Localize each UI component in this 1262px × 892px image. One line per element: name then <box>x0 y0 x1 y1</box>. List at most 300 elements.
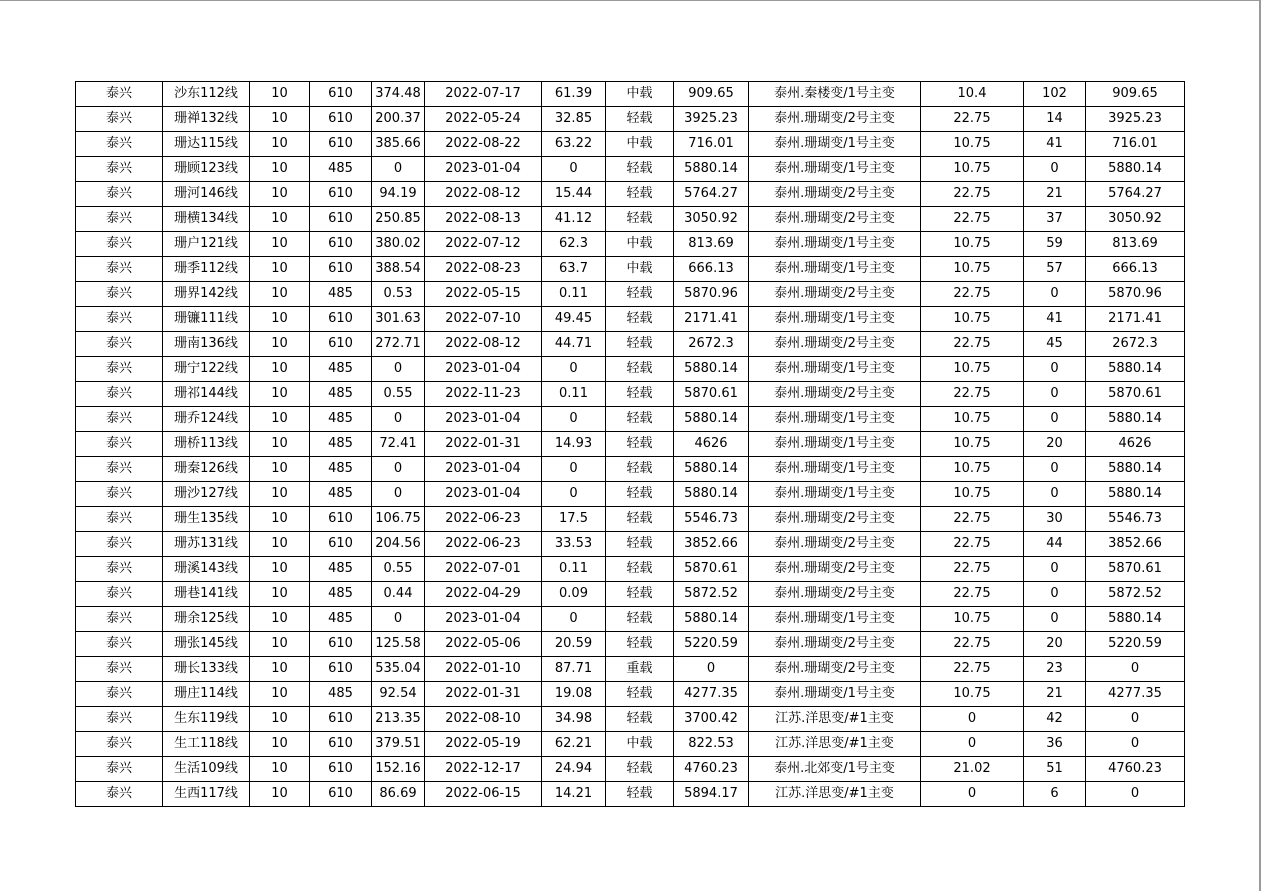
transformer-capacity-cell: 10.75 <box>921 482 1024 507</box>
available-capacity-cell: 5880.14 <box>674 607 749 632</box>
max-current-cell: 0 <box>372 607 425 632</box>
load-rate-cell: 24.94 <box>542 757 606 782</box>
transferable-capacity-cell: 5872.52 <box>1086 582 1185 607</box>
county-cell: 泰兴 <box>76 257 163 282</box>
available-capacity-cell: 2171.41 <box>674 307 749 332</box>
user-count-cell: 41 <box>1024 132 1086 157</box>
transferable-capacity-cell: 666.13 <box>1086 257 1185 282</box>
feeder-load-table <box>75 81 1185 807</box>
voltage-cell: 10 <box>250 707 310 732</box>
transformer-cell: 泰州.珊瑚变/1号主变 <box>749 682 921 707</box>
voltage-cell: 10 <box>250 132 310 157</box>
transformer-capacity-cell: 10.75 <box>921 407 1024 432</box>
rated-current-cell: 610 <box>310 207 372 232</box>
transformer-capacity-cell: 22.75 <box>921 557 1024 582</box>
date-cell: 2022-08-23 <box>425 257 542 282</box>
voltage-cell: 10 <box>250 457 310 482</box>
voltage-cell: 10 <box>250 657 310 682</box>
available-capacity-cell: 5764.27 <box>674 182 749 207</box>
voltage-cell: 10 <box>250 782 310 807</box>
county-cell: 泰兴 <box>76 632 163 657</box>
line-name-cell: 珊户121线 <box>163 232 250 257</box>
user-count-cell: 20 <box>1024 432 1086 457</box>
available-capacity-cell: 5894.17 <box>674 782 749 807</box>
voltage-cell: 10 <box>250 257 310 282</box>
transferable-capacity-cell: 4277.35 <box>1086 682 1185 707</box>
user-count-cell: 0 <box>1024 482 1086 507</box>
county-cell: 泰兴 <box>76 382 163 407</box>
load-rate-cell: 0.11 <box>542 282 606 307</box>
transferable-capacity-cell: 0 <box>1086 732 1185 757</box>
max-current-cell: 0 <box>372 357 425 382</box>
max-current-cell: 0.53 <box>372 282 425 307</box>
transferable-capacity-cell: 5870.61 <box>1086 557 1185 582</box>
county-cell: 泰兴 <box>76 682 163 707</box>
rated-current-cell: 485 <box>310 382 372 407</box>
max-current-cell: 0.44 <box>372 582 425 607</box>
transferable-capacity-cell: 5880.14 <box>1086 457 1185 482</box>
available-capacity-cell: 5870.61 <box>674 557 749 582</box>
max-current-cell: 374.48 <box>372 82 425 107</box>
transformer-capacity-cell: 10.4 <box>921 82 1024 107</box>
county-cell: 泰兴 <box>76 457 163 482</box>
load-rate-cell: 0 <box>542 407 606 432</box>
transformer-cell: 泰州.珊瑚变/1号主变 <box>749 132 921 157</box>
date-cell: 2022-07-12 <box>425 232 542 257</box>
county-cell: 泰兴 <box>76 482 163 507</box>
county-cell: 泰兴 <box>76 82 163 107</box>
rated-current-cell: 485 <box>310 482 372 507</box>
transformer-cell: 泰州.珊瑚变/2号主变 <box>749 107 921 132</box>
load-status-cell: 轻载 <box>606 432 674 457</box>
voltage-cell: 10 <box>250 307 310 332</box>
line-name-cell: 珊长133线 <box>163 657 250 682</box>
table-row <box>76 632 1185 657</box>
transformer-cell: 泰州.北郊变/1号主变 <box>749 757 921 782</box>
table-row <box>76 157 1185 182</box>
county-cell: 泰兴 <box>76 132 163 157</box>
user-count-cell: 41 <box>1024 307 1086 332</box>
user-count-cell: 0 <box>1024 557 1086 582</box>
rated-current-cell: 610 <box>310 657 372 682</box>
load-rate-cell: 61.39 <box>542 82 606 107</box>
rated-current-cell: 610 <box>310 532 372 557</box>
load-rate-cell: 63.7 <box>542 257 606 282</box>
rated-current-cell: 485 <box>310 407 372 432</box>
rated-current-cell: 485 <box>310 582 372 607</box>
transferable-capacity-cell: 4626 <box>1086 432 1185 457</box>
transformer-capacity-cell: 10.75 <box>921 232 1024 257</box>
table-row <box>76 357 1185 382</box>
transferable-capacity-cell: 2171.41 <box>1086 307 1185 332</box>
date-cell: 2022-08-12 <box>425 332 542 357</box>
line-name-cell: 珊余125线 <box>163 607 250 632</box>
available-capacity-cell: 4760.23 <box>674 757 749 782</box>
transformer-capacity-cell: 22.75 <box>921 182 1024 207</box>
transferable-capacity-cell: 5880.14 <box>1086 357 1185 382</box>
transformer-capacity-cell: 10.75 <box>921 357 1024 382</box>
transformer-cell: 泰州.珊瑚变/2号主变 <box>749 282 921 307</box>
county-cell: 泰兴 <box>76 407 163 432</box>
user-count-cell: 21 <box>1024 182 1086 207</box>
transformer-cell: 泰州.珊瑚变/2号主变 <box>749 207 921 232</box>
county-cell: 泰兴 <box>76 432 163 457</box>
load-status-cell: 轻载 <box>606 107 674 132</box>
line-name-cell: 生东119线 <box>163 707 250 732</box>
date-cell: 2022-05-24 <box>425 107 542 132</box>
user-count-cell: 0 <box>1024 357 1086 382</box>
transferable-capacity-cell: 0 <box>1086 707 1185 732</box>
load-status-cell: 轻载 <box>606 607 674 632</box>
transformer-cell: 泰州.珊瑚变/2号主变 <box>749 332 921 357</box>
load-rate-cell: 14.93 <box>542 432 606 457</box>
available-capacity-cell: 4626 <box>674 432 749 457</box>
table-row <box>76 532 1185 557</box>
load-rate-cell: 20.59 <box>542 632 606 657</box>
load-rate-cell: 15.44 <box>542 182 606 207</box>
transformer-capacity-cell: 10.75 <box>921 682 1024 707</box>
table-row <box>76 82 1185 107</box>
transformer-cell: 泰州.珊瑚变/1号主变 <box>749 232 921 257</box>
voltage-cell: 10 <box>250 532 310 557</box>
max-current-cell: 272.71 <box>372 332 425 357</box>
available-capacity-cell: 5880.14 <box>674 407 749 432</box>
transformer-capacity-cell: 22.75 <box>921 507 1024 532</box>
available-capacity-cell: 0 <box>674 657 749 682</box>
load-rate-cell: 49.45 <box>542 307 606 332</box>
available-capacity-cell: 5880.14 <box>674 357 749 382</box>
voltage-cell: 10 <box>250 282 310 307</box>
table-row <box>76 557 1185 582</box>
line-name-cell: 生工118线 <box>163 732 250 757</box>
line-name-cell: 珊界142线 <box>163 282 250 307</box>
user-count-cell: 59 <box>1024 232 1086 257</box>
transformer-cell: 泰州.珊瑚变/2号主变 <box>749 582 921 607</box>
date-cell: 2022-01-10 <box>425 657 542 682</box>
available-capacity-cell: 5220.59 <box>674 632 749 657</box>
available-capacity-cell: 716.01 <box>674 132 749 157</box>
county-cell: 泰兴 <box>76 282 163 307</box>
voltage-cell: 10 <box>250 157 310 182</box>
transformer-cell: 江苏.洋思变/#1主变 <box>749 732 921 757</box>
load-rate-cell: 33.53 <box>542 532 606 557</box>
available-capacity-cell: 909.65 <box>674 82 749 107</box>
load-rate-cell: 14.21 <box>542 782 606 807</box>
user-count-cell: 23 <box>1024 657 1086 682</box>
load-rate-cell: 87.71 <box>542 657 606 682</box>
line-name-cell: 珊张145线 <box>163 632 250 657</box>
table-row <box>76 382 1185 407</box>
available-capacity-cell: 3700.42 <box>674 707 749 732</box>
table-row <box>76 657 1185 682</box>
transferable-capacity-cell: 5880.14 <box>1086 482 1185 507</box>
date-cell: 2022-08-22 <box>425 132 542 157</box>
table-row <box>76 132 1185 157</box>
transferable-capacity-cell: 5220.59 <box>1086 632 1185 657</box>
user-count-cell: 45 <box>1024 332 1086 357</box>
rated-current-cell: 610 <box>310 132 372 157</box>
rated-current-cell: 610 <box>310 257 372 282</box>
date-cell: 2022-01-31 <box>425 682 542 707</box>
load-status-cell: 轻载 <box>606 757 674 782</box>
line-name-cell: 珊达115线 <box>163 132 250 157</box>
rated-current-cell: 485 <box>310 682 372 707</box>
available-capacity-cell: 5870.96 <box>674 282 749 307</box>
county-cell: 泰兴 <box>76 182 163 207</box>
county-cell: 泰兴 <box>76 157 163 182</box>
date-cell: 2022-04-29 <box>425 582 542 607</box>
load-rate-cell: 32.85 <box>542 107 606 132</box>
rated-current-cell: 610 <box>310 332 372 357</box>
rated-current-cell: 610 <box>310 107 372 132</box>
load-status-cell: 轻载 <box>606 582 674 607</box>
voltage-cell: 10 <box>250 207 310 232</box>
date-cell: 2022-08-12 <box>425 182 542 207</box>
date-cell: 2023-01-04 <box>425 157 542 182</box>
county-cell: 泰兴 <box>76 507 163 532</box>
line-name-cell: 生活109线 <box>163 757 250 782</box>
table-row <box>76 707 1185 732</box>
table-row <box>76 782 1185 807</box>
load-status-cell: 轻载 <box>606 307 674 332</box>
max-current-cell: 152.16 <box>372 757 425 782</box>
transformer-cell: 泰州.珊瑚变/2号主变 <box>749 532 921 557</box>
line-name-cell: 沙东112线 <box>163 82 250 107</box>
max-current-cell: 86.69 <box>372 782 425 807</box>
user-count-cell: 0 <box>1024 282 1086 307</box>
county-cell: 泰兴 <box>76 582 163 607</box>
load-rate-cell: 17.5 <box>542 507 606 532</box>
rated-current-cell: 485 <box>310 432 372 457</box>
county-cell: 泰兴 <box>76 782 163 807</box>
transferable-capacity-cell: 5880.14 <box>1086 407 1185 432</box>
user-count-cell: 21 <box>1024 682 1086 707</box>
load-status-cell: 轻载 <box>606 282 674 307</box>
load-rate-cell: 34.98 <box>542 707 606 732</box>
available-capacity-cell: 3050.92 <box>674 207 749 232</box>
transformer-cell: 泰州.珊瑚变/2号主变 <box>749 557 921 582</box>
max-current-cell: 0 <box>372 457 425 482</box>
load-rate-cell: 0.11 <box>542 557 606 582</box>
table-row <box>76 307 1185 332</box>
rated-current-cell: 610 <box>310 632 372 657</box>
transformer-capacity-cell: 10.75 <box>921 607 1024 632</box>
transformer-capacity-cell: 22.75 <box>921 657 1024 682</box>
max-current-cell: 301.63 <box>372 307 425 332</box>
user-count-cell: 57 <box>1024 257 1086 282</box>
user-count-cell: 0 <box>1024 407 1086 432</box>
transformer-capacity-cell: 22.75 <box>921 632 1024 657</box>
user-count-cell: 36 <box>1024 732 1086 757</box>
rated-current-cell: 485 <box>310 457 372 482</box>
date-cell: 2022-06-23 <box>425 507 542 532</box>
load-status-cell: 轻载 <box>606 357 674 382</box>
county-cell: 泰兴 <box>76 332 163 357</box>
county-cell: 泰兴 <box>76 307 163 332</box>
date-cell: 2023-01-04 <box>425 607 542 632</box>
county-cell: 泰兴 <box>76 607 163 632</box>
transformer-capacity-cell: 10.75 <box>921 457 1024 482</box>
transformer-capacity-cell: 0 <box>921 732 1024 757</box>
transformer-capacity-cell: 10.75 <box>921 157 1024 182</box>
transformer-capacity-cell: 10.75 <box>921 307 1024 332</box>
table-row <box>76 507 1185 532</box>
load-status-cell: 中载 <box>606 82 674 107</box>
line-name-cell: 生西117线 <box>163 782 250 807</box>
line-name-cell: 珊秦126线 <box>163 457 250 482</box>
transformer-cell: 泰州.珊瑚变/1号主变 <box>749 482 921 507</box>
voltage-cell: 10 <box>250 357 310 382</box>
table-row <box>76 607 1185 632</box>
transformer-capacity-cell: 10.75 <box>921 132 1024 157</box>
user-count-cell: 0 <box>1024 607 1086 632</box>
transferable-capacity-cell: 716.01 <box>1086 132 1185 157</box>
user-count-cell: 42 <box>1024 707 1086 732</box>
rated-current-cell: 485 <box>310 357 372 382</box>
date-cell: 2022-06-23 <box>425 532 542 557</box>
max-current-cell: 535.04 <box>372 657 425 682</box>
user-count-cell: 14 <box>1024 107 1086 132</box>
date-cell: 2023-01-04 <box>425 457 542 482</box>
voltage-cell: 10 <box>250 407 310 432</box>
voltage-cell: 10 <box>250 182 310 207</box>
user-count-cell: 30 <box>1024 507 1086 532</box>
load-status-cell: 轻载 <box>606 382 674 407</box>
voltage-cell: 10 <box>250 632 310 657</box>
line-name-cell: 珊季112线 <box>163 257 250 282</box>
available-capacity-cell: 5880.14 <box>674 157 749 182</box>
voltage-cell: 10 <box>250 682 310 707</box>
line-name-cell: 珊乔124线 <box>163 407 250 432</box>
transformer-capacity-cell: 22.75 <box>921 107 1024 132</box>
user-count-cell: 44 <box>1024 532 1086 557</box>
load-status-cell: 中载 <box>606 257 674 282</box>
voltage-cell: 10 <box>250 232 310 257</box>
voltage-cell: 10 <box>250 757 310 782</box>
voltage-cell: 10 <box>250 482 310 507</box>
load-status-cell: 轻载 <box>606 457 674 482</box>
line-name-cell: 珊顾123线 <box>163 157 250 182</box>
transformer-capacity-cell: 21.02 <box>921 757 1024 782</box>
transferable-capacity-cell: 4760.23 <box>1086 757 1185 782</box>
load-status-cell: 轻载 <box>606 182 674 207</box>
voltage-cell: 10 <box>250 557 310 582</box>
transformer-capacity-cell: 10.75 <box>921 257 1024 282</box>
max-current-cell: 380.02 <box>372 232 425 257</box>
rated-current-cell: 610 <box>310 507 372 532</box>
max-current-cell: 125.58 <box>372 632 425 657</box>
line-name-cell: 珊生135线 <box>163 507 250 532</box>
transformer-cell: 泰州.珊瑚变/1号主变 <box>749 257 921 282</box>
rated-current-cell: 610 <box>310 307 372 332</box>
max-current-cell: 0.55 <box>372 382 425 407</box>
voltage-cell: 10 <box>250 582 310 607</box>
table-row <box>76 182 1185 207</box>
available-capacity-cell: 5546.73 <box>674 507 749 532</box>
voltage-cell: 10 <box>250 507 310 532</box>
load-rate-cell: 0 <box>542 457 606 482</box>
rated-current-cell: 610 <box>310 232 372 257</box>
user-count-cell: 0 <box>1024 457 1086 482</box>
table-row <box>76 332 1185 357</box>
transferable-capacity-cell: 5764.27 <box>1086 182 1185 207</box>
user-count-cell: 102 <box>1024 82 1086 107</box>
transformer-cell: 泰州.珊瑚变/1号主变 <box>749 457 921 482</box>
date-cell: 2022-08-10 <box>425 707 542 732</box>
transformer-cell: 泰州.珊瑚变/1号主变 <box>749 432 921 457</box>
load-status-cell: 轻载 <box>606 507 674 532</box>
rated-current-cell: 485 <box>310 557 372 582</box>
date-cell: 2022-01-31 <box>425 432 542 457</box>
user-count-cell: 0 <box>1024 382 1086 407</box>
transferable-capacity-cell: 5546.73 <box>1086 507 1185 532</box>
load-status-cell: 轻载 <box>606 632 674 657</box>
transformer-cell: 泰州.珊瑚变/1号主变 <box>749 357 921 382</box>
available-capacity-cell: 5872.52 <box>674 582 749 607</box>
load-rate-cell: 0 <box>542 607 606 632</box>
user-count-cell: 51 <box>1024 757 1086 782</box>
max-current-cell: 94.19 <box>372 182 425 207</box>
transformer-capacity-cell: 0 <box>921 782 1024 807</box>
county-cell: 泰兴 <box>76 557 163 582</box>
transferable-capacity-cell: 5880.14 <box>1086 157 1185 182</box>
available-capacity-cell: 666.13 <box>674 257 749 282</box>
available-capacity-cell: 3852.66 <box>674 532 749 557</box>
date-cell: 2022-07-17 <box>425 82 542 107</box>
user-count-cell: 37 <box>1024 207 1086 232</box>
line-name-cell: 珊溪143线 <box>163 557 250 582</box>
transformer-capacity-cell: 22.75 <box>921 207 1024 232</box>
table-row <box>76 207 1185 232</box>
table-row <box>76 432 1185 457</box>
load-status-cell: 轻载 <box>606 482 674 507</box>
max-current-cell: 72.41 <box>372 432 425 457</box>
user-count-cell: 20 <box>1024 632 1086 657</box>
load-status-cell: 中载 <box>606 132 674 157</box>
load-status-cell: 轻载 <box>606 407 674 432</box>
max-current-cell: 388.54 <box>372 257 425 282</box>
line-name-cell: 珊沙127线 <box>163 482 250 507</box>
line-name-cell: 珊桥113线 <box>163 432 250 457</box>
transformer-cell: 泰州.珊瑚变/1号主变 <box>749 407 921 432</box>
county-cell: 泰兴 <box>76 757 163 782</box>
line-name-cell: 珊禅132线 <box>163 107 250 132</box>
available-capacity-cell: 813.69 <box>674 232 749 257</box>
line-name-cell: 珊宁122线 <box>163 357 250 382</box>
transferable-capacity-cell: 3050.92 <box>1086 207 1185 232</box>
rated-current-cell: 610 <box>310 82 372 107</box>
table-row <box>76 732 1185 757</box>
max-current-cell: 92.54 <box>372 682 425 707</box>
transformer-cell: 江苏.洋思变/#1主变 <box>749 782 921 807</box>
line-name-cell: 珊横134线 <box>163 207 250 232</box>
transferable-capacity-cell: 0 <box>1086 657 1185 682</box>
load-rate-cell: 0.09 <box>542 582 606 607</box>
transferable-capacity-cell: 909.65 <box>1086 82 1185 107</box>
available-capacity-cell: 3925.23 <box>674 107 749 132</box>
max-current-cell: 0 <box>372 482 425 507</box>
transferable-capacity-cell: 5870.96 <box>1086 282 1185 307</box>
load-status-cell: 中载 <box>606 232 674 257</box>
voltage-cell: 10 <box>250 332 310 357</box>
table-row <box>76 582 1185 607</box>
county-cell: 泰兴 <box>76 532 163 557</box>
max-current-cell: 204.56 <box>372 532 425 557</box>
load-rate-cell: 62.3 <box>542 232 606 257</box>
load-rate-cell: 44.71 <box>542 332 606 357</box>
line-name-cell: 珊河146线 <box>163 182 250 207</box>
load-rate-cell: 0 <box>542 357 606 382</box>
